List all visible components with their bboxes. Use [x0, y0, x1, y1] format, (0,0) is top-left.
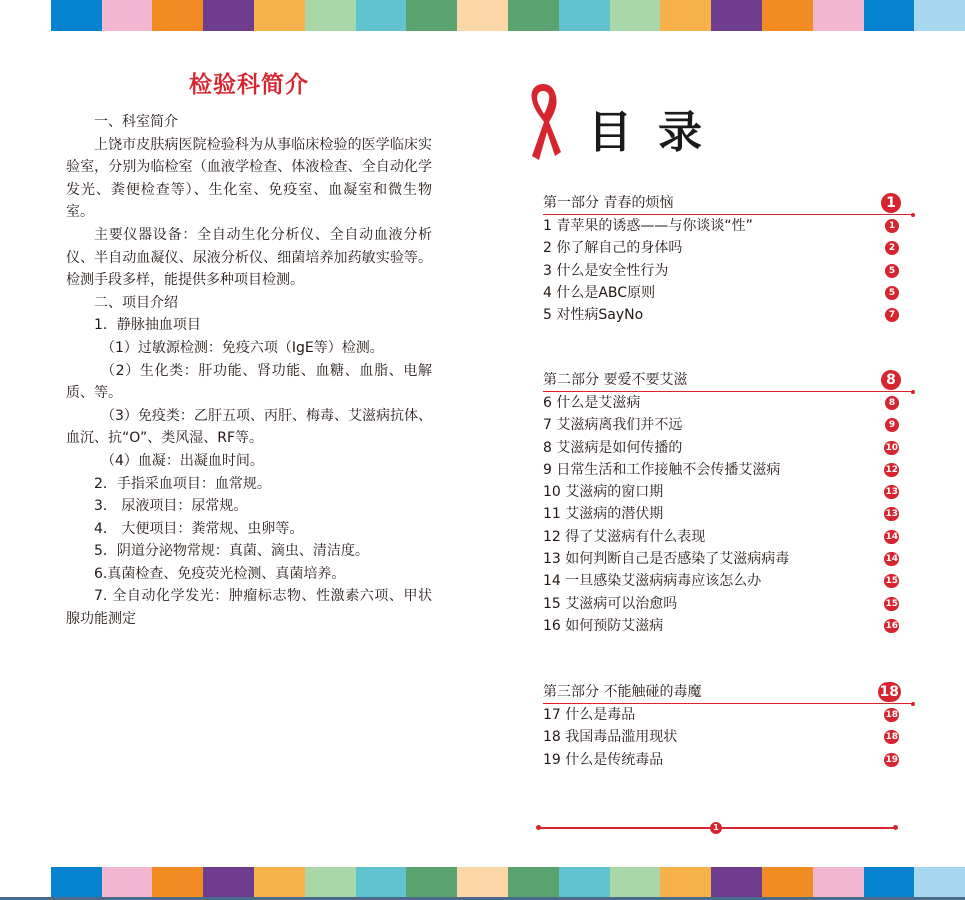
- section-page-badge: 18: [879, 684, 899, 700]
- toc-title: 目录: [588, 107, 728, 158]
- toc-section-heading[interactable]: [543, 192, 915, 215]
- toc-item-label: 19 什么是传统毒品: [543, 751, 664, 768]
- toc-item[interactable]: [543, 503, 915, 525]
- toc-item-label: 7 艾滋病离我们并不远: [543, 417, 683, 434]
- toc-item-page: 1: [885, 219, 899, 233]
- toc-item-label: 3 什么是安全性行为: [543, 262, 669, 279]
- toc-item[interactable]: [543, 215, 915, 237]
- toc-item-label: 12 得了艾滋病有什么表现: [543, 528, 706, 545]
- lab-intro-page: [66, 66, 432, 631]
- toc-item-label: 17 什么是毒品: [543, 707, 636, 723]
- toc-item[interactable]: [543, 548, 915, 570]
- stripe-block: [203, 0, 254, 31]
- toc-section-3: [543, 681, 915, 771]
- paragraph: 3． 尿液项目：尿常规。: [94, 498, 248, 515]
- stripe-block: [406, 0, 457, 31]
- toc-item-label: 5 对性病SayNo: [543, 307, 644, 324]
- toc-item-page: 12: [885, 464, 898, 475]
- toc-item-label: 6 什么是艾滋病: [543, 395, 641, 411]
- paragraph: （2）生化类：肝功能、肾功能、血糖、血脂、电解质、等。: [66, 362, 432, 402]
- toc-item[interactable]: [543, 704, 915, 726]
- paragraph: 7. 全自动化学发光：肿瘤标志物、性激素六项、甲状腺功能测定: [66, 588, 432, 628]
- paragraph: （1）过敏源检测：免疫六项（IgE等）检测。: [101, 339, 384, 356]
- toc-item-label: 4 什么是ABC原则: [543, 284, 656, 301]
- toc-item-label: 16 如何预防艾滋病: [543, 617, 664, 634]
- stripe-block: [102, 0, 153, 31]
- stripe-block: [610, 0, 661, 31]
- stripe-block: [610, 867, 661, 898]
- toc-item[interactable]: [543, 260, 915, 282]
- stripe-block: [660, 0, 711, 31]
- bottom-color-stripe: [0, 867, 965, 898]
- red-ribbon-icon: [526, 82, 562, 160]
- toc-item-page: 13: [885, 509, 898, 520]
- toc-item-page: 15: [885, 576, 898, 587]
- stripe-block: [457, 0, 508, 31]
- section-heading-label: 第一部分 青春的烦恼: [543, 195, 674, 211]
- paragraph: 2．手指采血项目：血常规。: [94, 475, 271, 492]
- stripe-block: [914, 867, 965, 898]
- toc-item[interactable]: [543, 615, 915, 637]
- stripe-block: [914, 0, 965, 31]
- top-color-stripe: [0, 0, 965, 31]
- toc-section-2: [543, 369, 915, 637]
- toc-item[interactable]: [543, 282, 915, 304]
- stripe-block: [813, 0, 864, 31]
- line-end-dot: [893, 825, 898, 830]
- stripe-block: [660, 867, 711, 898]
- toc-item-label: 9 日常生活和工作接触不会传播艾滋病: [543, 461, 781, 478]
- stripe-block: [254, 867, 305, 898]
- paragraph: （4）血凝：出凝血时间。: [101, 452, 264, 469]
- stripe-block: [711, 0, 762, 31]
- stripe-block: [813, 867, 864, 898]
- line-end-dot: [536, 825, 541, 830]
- toc-section-1: [543, 192, 915, 326]
- toc-item[interactable]: [543, 726, 915, 748]
- stripe-block: [508, 0, 559, 31]
- stripe-block: [711, 867, 762, 898]
- toc-item[interactable]: [543, 392, 915, 414]
- stripe-block: [305, 867, 356, 898]
- toc-item-label: 2 你了解自己的身体吗: [543, 240, 683, 257]
- stripe-block: [457, 867, 508, 898]
- toc-item-page: 9: [885, 418, 899, 432]
- stripe-block: [51, 0, 102, 31]
- toc-section-heading[interactable]: [543, 369, 915, 392]
- stripe-block: [864, 0, 915, 31]
- section-page-badge: 1: [881, 193, 901, 213]
- page-number-line: [538, 820, 896, 834]
- toc-item-label: 13 如何判断自己是否感染了艾滋病病毒: [543, 551, 790, 568]
- toc-item[interactable]: [543, 459, 915, 481]
- stripe-block: [508, 867, 559, 898]
- toc-item-page: 5: [885, 264, 899, 278]
- section-page-badge: 8: [881, 370, 901, 390]
- toc-item-page: 18: [885, 710, 898, 720]
- stripe-block: [254, 0, 305, 31]
- stripe-block: [152, 867, 203, 898]
- stripe-block: [0, 0, 51, 31]
- page-number: 1: [710, 822, 722, 834]
- paragraph: 5．阴道分泌物常规：真菌、滴虫、清洁度。: [94, 543, 369, 560]
- paragraph: 上饶市皮肤病医院检验科为从事临床检验的医学临床实验室，分别为临检室（血液学检查、体液检查、全自动化学发光、粪便检查等）、生化室、免疫室、血凝室和微生物室。: [66, 136, 432, 221]
- toc-item[interactable]: [543, 304, 915, 326]
- toc-item-label: 1 青苹果的诱惑——与你谈谈“性”: [543, 218, 753, 234]
- paragraph: 一、科室简介: [94, 114, 178, 130]
- toc-item[interactable]: [543, 414, 915, 436]
- toc-item-label: 8 艾滋病是如何传播的: [543, 439, 683, 456]
- toc-section-heading[interactable]: [543, 681, 915, 704]
- toc-item-page: 14: [885, 531, 898, 542]
- paragraph: （3）免疫类：乙肝五项、丙肝、梅毒、艾滋病抗体、血沉、抗“O”、类风湿、RF等。: [66, 407, 432, 447]
- stripe-block: [356, 867, 407, 898]
- toc-item-page: 18: [885, 732, 898, 743]
- stripe-block: [559, 867, 610, 898]
- stripe-block: [0, 867, 51, 898]
- stripe-block: [864, 867, 915, 898]
- toc-item-label: 15 艾滋病可以治愈吗: [543, 595, 678, 612]
- paragraph: 二、项目介绍: [94, 294, 178, 311]
- stripe-block: [305, 0, 356, 31]
- toc-item-page: 15: [885, 598, 898, 609]
- stripe-block: [406, 867, 457, 898]
- stripe-block: [356, 0, 407, 31]
- paragraph: 6.真菌检查、免疫荧光检测、真菌培养。: [94, 565, 346, 582]
- toc-item-label: 10 艾滋病的窗口期: [543, 484, 664, 501]
- stripe-block: [203, 867, 254, 898]
- stripe-block: [762, 867, 813, 898]
- paragraph: 主要仪器设备：全自动生化分析仪、全自动血液分析仪、半自动血凝仪、尿液分析仪、细菌培养加药敏实验等。检测手段多样，能提供多种项目检测。: [66, 226, 432, 289]
- toc-item-label: 11 艾滋病的潜伏期: [543, 506, 664, 523]
- stripe-block: [559, 0, 610, 31]
- toc-item[interactable]: [543, 481, 915, 503]
- section-heading-label: 第三部分 不能触碰的毒魔: [543, 684, 702, 700]
- toc-item-page: 19: [885, 754, 898, 765]
- toc-item[interactable]: [543, 570, 915, 592]
- toc-item-label: 18 我国毒品滥用现状: [543, 729, 678, 746]
- toc-item[interactable]: [543, 593, 915, 615]
- stripe-block: [102, 867, 153, 898]
- toc-item-page: 2: [885, 241, 899, 255]
- toc-item-page: 5: [885, 286, 899, 300]
- lab-intro-title: 检验科简介: [189, 71, 309, 98]
- toc-item-page: 10: [885, 442, 898, 453]
- toc-item-label: 14 一旦感染艾滋病病毒应该怎么办: [543, 573, 762, 590]
- toc-item[interactable]: [543, 749, 915, 771]
- paragraph: 1．静脉抽血项目: [94, 317, 201, 334]
- toc-item-page: 8: [885, 396, 899, 410]
- toc-item-page: 16: [885, 620, 898, 631]
- stripe-block: [51, 867, 102, 898]
- toc-item[interactable]: [543, 526, 915, 548]
- stripe-block: [152, 0, 203, 31]
- toc-item[interactable]: [543, 237, 915, 259]
- stripe-block: [762, 0, 813, 31]
- toc-item[interactable]: [543, 437, 915, 459]
- toc-item-page: 13: [885, 487, 898, 498]
- toc-item-page: 7: [885, 308, 899, 322]
- section-heading-label: 第二部分 要爱不要艾滋: [543, 372, 688, 388]
- paragraph: 4． 大便项目：粪常规、虫卵等。: [94, 520, 304, 537]
- toc-item-page: 14: [885, 554, 898, 565]
